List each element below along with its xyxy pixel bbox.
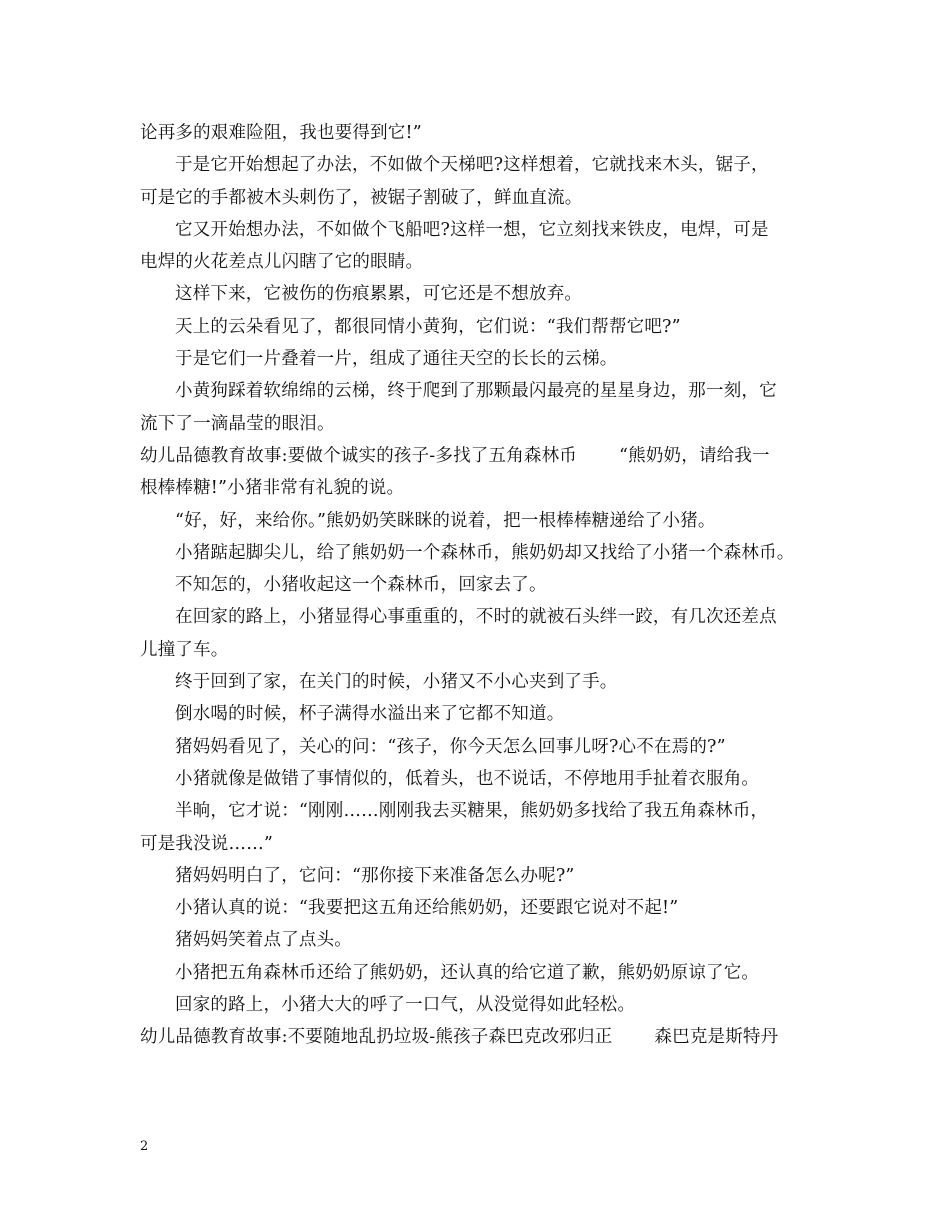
- text-line: 天上的云朵看见了，都很同情小黄狗，它们说：“我们帮帮它吧?”: [175, 316, 681, 337]
- document-body: [140, 117, 820, 1054]
- text-line: 回家的路上，小猪大大的呼了一口气，从没觉得如此轻松。: [175, 995, 636, 1016]
- story-heading-line: [140, 440, 820, 472]
- text-line: 小猪认真的说：“我要把这五角还给熊奶奶，还要跟它说对不起!”: [175, 898, 679, 919]
- text-line: 猪妈妈看见了，关心的问：“孩子，你今天怎么回事儿呀?心不在焉的?”: [175, 736, 726, 757]
- text-line: 儿撞了车。: [140, 639, 229, 660]
- page-number: 2: [140, 1139, 149, 1154]
- story-heading: 幼儿品德教育故事:要做个诚实的孩子-多找了五角森林币: [140, 445, 578, 466]
- text-line: “好，好，来给你。”熊奶奶笑眯眯的说着，把一根棒棒糖递给了小猪。: [175, 510, 716, 531]
- text-line: 电焊的火花差点儿闪瞎了它的眼睛。: [140, 252, 424, 273]
- text-line: 终于回到了家，在关门的时候，小猪又不小心夹到了手。: [175, 672, 618, 693]
- text-line: 小猪踮起脚尖儿，给了熊奶奶一个森林币，熊奶奶却又找给了小猪一个森林币。: [175, 542, 795, 563]
- text-line: 根棒棒糖!”小猪非常有礼貌的说。: [140, 478, 405, 499]
- text-line: 这样下来，它被伤的伤痕累累，可它还是不想放弃。: [175, 284, 583, 305]
- text-line: 倒水喝的时候，杯子满得水溢出来了它都不知道。: [175, 704, 565, 725]
- text-line: 猪妈妈明白了，它问：“那你接下来准备怎么办呢?”: [175, 865, 575, 886]
- story-opening-text: “熊奶奶，请给我一: [619, 445, 770, 466]
- story-heading-line: [140, 1021, 820, 1053]
- story-opening-text: 森巴克是斯特丹: [654, 1027, 779, 1048]
- text-line: 小黄狗踩着软绵绵的云梯，终于爬到了那颗最闪最亮的星星身边，那一刻，它: [175, 381, 777, 402]
- text-line: 它又开始想办法，不如做个飞船吧?这样一想，它立刻找来铁皮，电焊，可是: [175, 219, 769, 240]
- text-line: 半晌，它才说：“刚刚……刚刚我去买糖果，熊奶奶多找给了我五角森林币，: [175, 801, 769, 822]
- text-line: 论再多的艰难险阻，我也要得到它!”: [140, 123, 422, 143]
- text-line: 流下了一滴晶莹的眼泪。: [140, 413, 335, 434]
- text-line: 在回家的路上，小猪显得心事重重的，不时的就被石头绊一跤，有几次还差点: [175, 607, 777, 628]
- text-line: 于是它们一片叠着一片，组成了通往天空的长长的云梯。: [175, 349, 618, 370]
- text-line: 可是我没说……”: [140, 833, 274, 854]
- text-line: 可是它的手都被木头刺伤了，被锯子割破了，鲜血直流。: [140, 187, 583, 208]
- text-line: 于是它开始想起了办法，不如做个天梯吧?这样想着，它就找来木头，锯子，: [175, 155, 769, 176]
- text-line: 猪妈妈笑着点了点头。: [175, 930, 352, 951]
- text-line: 不知怎的，小猪收起这一个森林币，回家去了。: [175, 575, 547, 596]
- text-line: 小猪就像是做错了事情似的，低着头，也不说话，不停地用手扯着衣服角。: [175, 768, 760, 789]
- text-line: 小猪把五角森林币还给了熊奶奶，还认真的给它道了歉，熊奶奶原谅了它。: [175, 962, 760, 983]
- story-heading: 幼儿品德教育故事:不要随地乱扔垃圾-熊孩子森巴克改邪归正: [140, 1027, 613, 1048]
